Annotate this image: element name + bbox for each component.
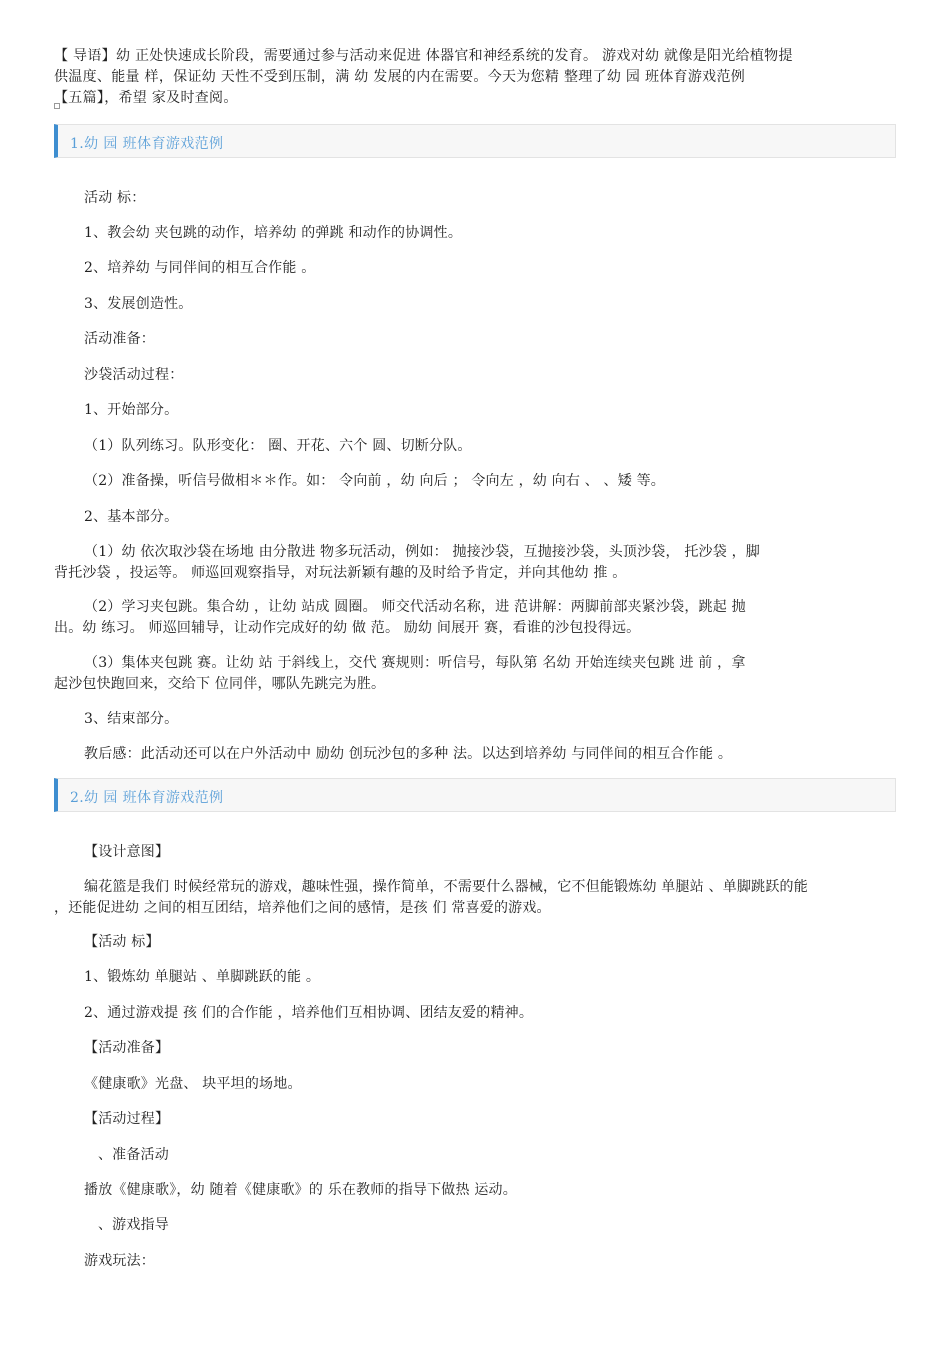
text-line: ，还能促进幼 之间的相互团结，培养他们之间的感情，是孩 们 常喜爱的游戏。 — [54, 900, 551, 916]
s1-part-2-item-2 — [54, 597, 898, 639]
s1-reflection: 教后感：此活动还可以在户外活动中 励幼 创玩沙包的多种 法。以达到培养幼 与同伴间的相互合作能 。 — [84, 746, 733, 762]
s2-goal-title: 【活动 标】 — [84, 934, 160, 950]
section-2-heading — [54, 778, 896, 812]
text-line: 出。幼 练习。 师巡回辅导，让动作完成好的幼 做 范。 励幼 间展开 赛，看谁的沙包投得远。 — [54, 620, 641, 636]
s2-design-paragraph — [54, 877, 898, 919]
s1-goal-2: 2、培养幼 与同伴间的相互合作能 。 — [84, 260, 316, 276]
intro-line: 供温度、能量 样，保证幼 天性不受到压制，满 幼 发展的内在需要。今天为您精 整理了幼 园 班体育游戏范例 — [54, 69, 746, 85]
intro-line: 【 导语】幼 正处快速成长阶段，需要通过参与活动来促进 体器官和神经系统的发育。 游戏对幼 就像是阳光给植物提 — [54, 48, 793, 64]
s1-goal-3: 3、发展创造性。 — [84, 296, 193, 312]
s2-prep: 《健康歌》光盘、 块平坦的场地。 — [84, 1076, 302, 1092]
s2-step-1-text: 播放《健康歌》，幼 随着《健康歌》的 乐在教师的指导下做热 运动。 — [84, 1182, 517, 1198]
text-line: 背托沙袋 ，投运等。 师巡回观察指导，对玩法新颖有趣的及时给予肯定，并向其他幼 推 。 — [54, 565, 627, 581]
s1-prep: 活动准备： — [84, 331, 155, 347]
s2-goal-2: 2、通过游戏提 孩 们的合作能 ，培养他们互相协调、团结友爱的精神。 — [84, 1005, 534, 1021]
section-1-title: 1.幼 园 班体育游戏范例 — [70, 136, 224, 152]
s1-process: 沙袋活动过程： — [84, 367, 184, 383]
s2-play: 游戏玩法： — [84, 1253, 155, 1269]
intro-paragraph — [54, 46, 900, 109]
s2-goal-1: 1、锻炼幼 单腿站 、单脚跳跃的能 。 — [84, 969, 321, 985]
s1-goal-title: 活动 标： — [84, 190, 146, 206]
text-line: 编花篮是我们 时候经常玩的游戏，趣味性强，操作简单，不需要什么器械，它不但能锻炼幼 单腿站 、单脚跳跃的能 — [84, 879, 808, 895]
section-1-heading — [54, 124, 896, 158]
text-line: （1）幼 依次取沙袋在场地 由分散进 物多玩活动，例如： 抛接沙袋，互抛接沙袋，头顶沙袋， 托沙袋 ，脚 — [84, 544, 761, 560]
section-2-title: 2.幼 园 班体育游戏范例 — [70, 790, 224, 806]
intro-line: 【五篇】，希望 家及时查阅。 — [54, 90, 238, 106]
s1-part-1: 1、开始部分。 — [84, 402, 179, 418]
text-line: （3）集体夹包跳 赛。让幼 站 于斜线上，交代 赛规则：听信号，每队第 名幼 开始连续夹包跳 进 前 ，拿 — [84, 655, 746, 671]
s2-step-1: 、准备活动 — [84, 1147, 169, 1163]
s1-part-2-item-3 — [54, 653, 898, 695]
text-line: 起沙包快跑回来，交给下 位同伴，哪队先跳完为胜。 — [54, 676, 386, 692]
s2-prep-title: 【活动准备】 — [84, 1040, 170, 1056]
s1-part-2-item-1 — [54, 542, 898, 584]
s1-part-1-item-1: （1）队列练习。队形变化： 圈、开花、六个 圆、切断分队。 — [84, 438, 472, 454]
text-line: （2）学习夹包跳。集合幼 ，让幼 站成 圆圈。 师交代活动名称，进 范讲解：两脚前部夹紧沙袋，跳起 抛 — [84, 599, 746, 615]
s1-goal-1: 1、教会幼 夹包跳的动作，培养幼 的弹跳 和动作的协调性。 — [84, 225, 463, 241]
s1-part-3: 3、结束部分。 — [84, 711, 179, 727]
s2-design-title: 【设计意图】 — [84, 844, 170, 860]
s1-part-1-item-2: （2）准备操，听信号做相＊＊作。如： 令向前 ，幼 向后 ； 令向左 ，幼 向右 、 、矮 等。 — [84, 473, 666, 489]
s2-process-title: 【活动过程】 — [84, 1111, 170, 1127]
anchor-mark-icon — [54, 103, 60, 109]
s2-step-2: 、游戏指导 — [84, 1217, 169, 1233]
s1-part-2: 2、基本部分。 — [84, 509, 179, 525]
